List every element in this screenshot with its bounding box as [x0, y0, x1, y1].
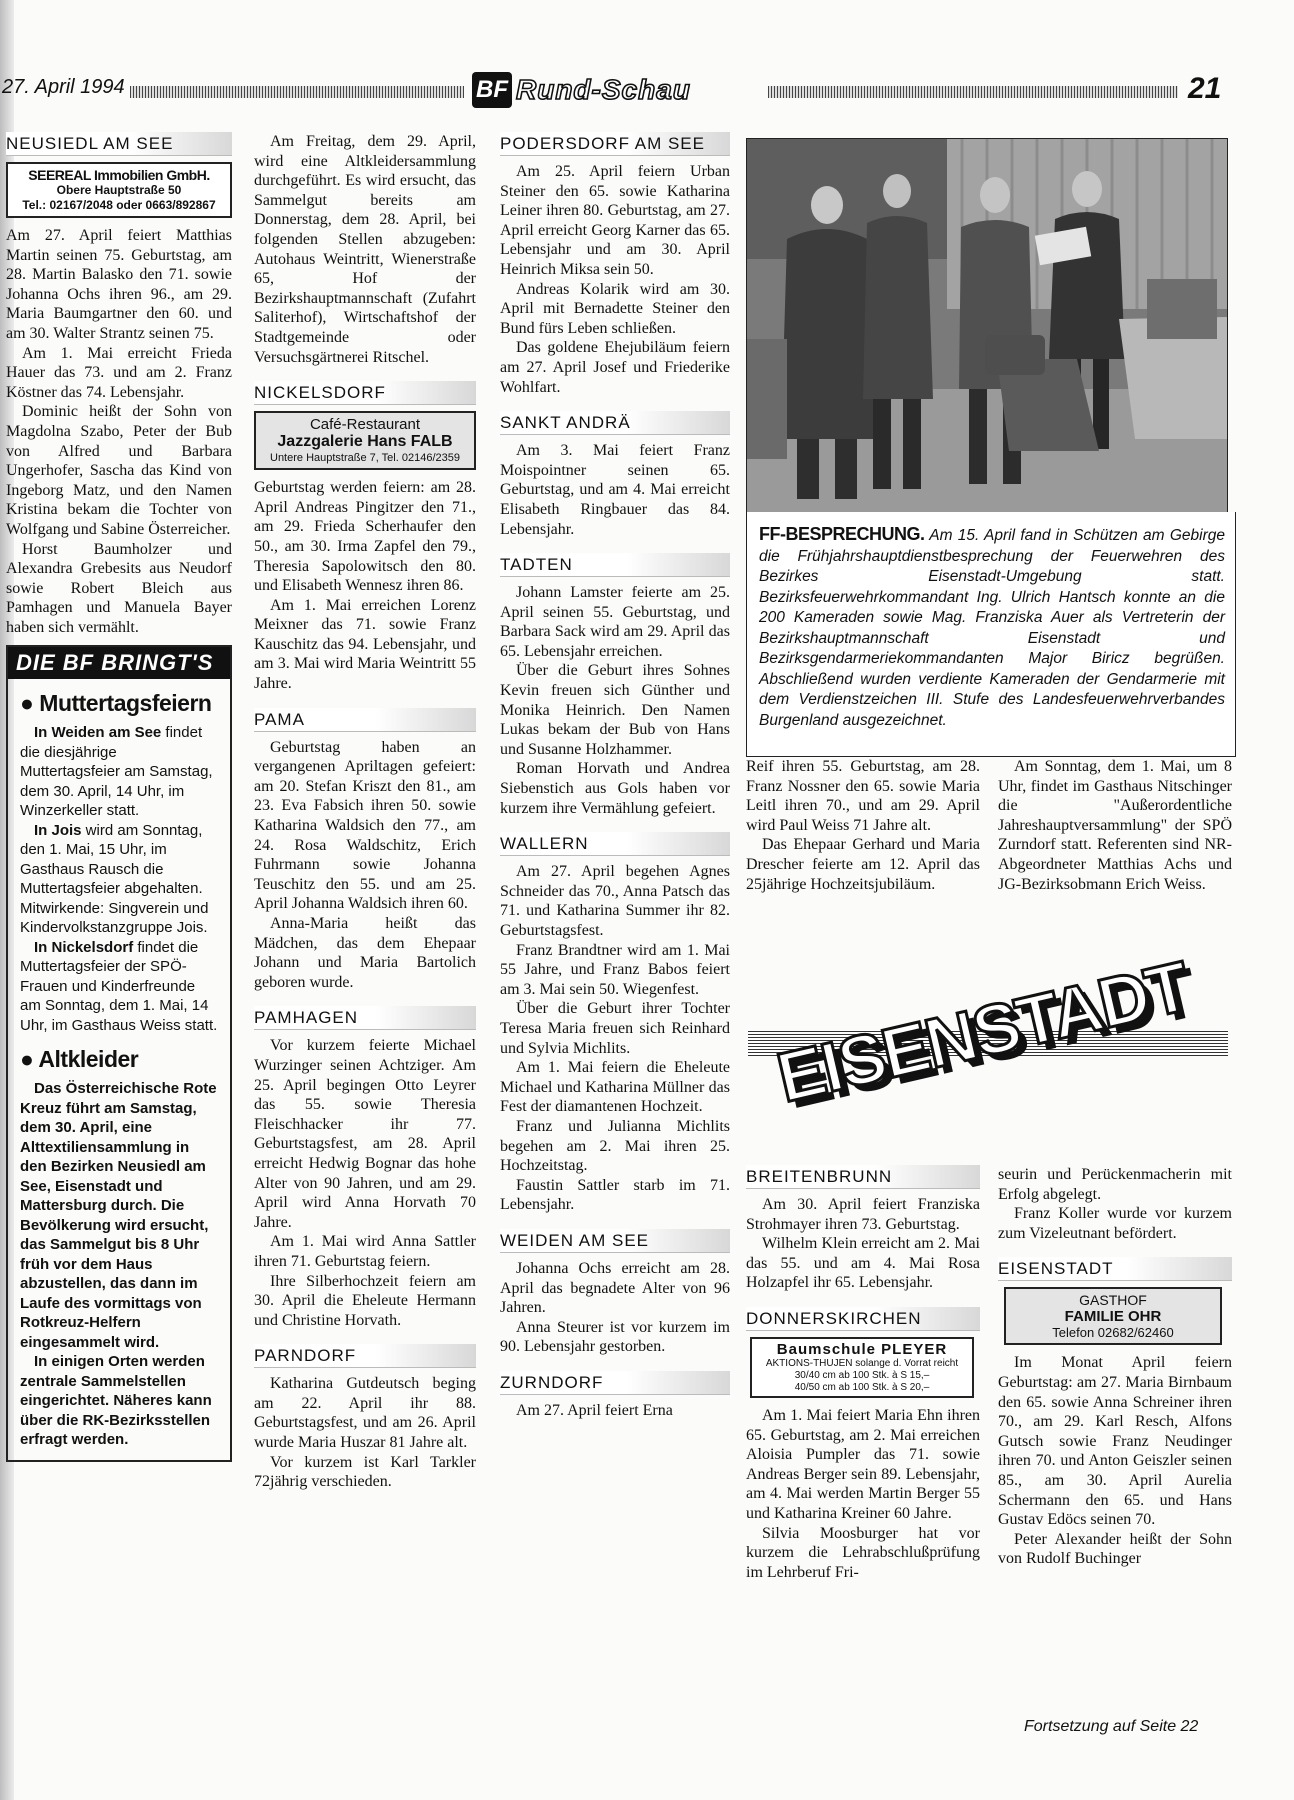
ad-line: Obere Hauptstraße 50 — [56, 183, 182, 197]
article-paragraph: Am Sonntag, dem 1. Mai, um 8 Uhr, findet im Gasthaus Nitschinger die "Außerordentliche Jahreshauptversammlung" der SPÖ Zurndorf statt. Referenten sind NR-Abgeordneter Matthias Achs und JG-Bezirksobmann Erich Weiss. — [998, 758, 1232, 893]
section-heading: WEIDEN AM SEE — [500, 1229, 730, 1253]
article-paragraph: Andreas Kolarik wird am 30. April mit Bernadette Steiner den Bund fürs Leben schließen. — [500, 280, 730, 337]
section-heading: EISENSTADT — [998, 1257, 1232, 1281]
article-paragraph: Im Monat April feiern Geburtstag: am 27. Maria Birnbaum den 65. sowie Anna Schreiner ihren 70., am 29. Karl Resch, Alfons Gutsch sowie Franz Neudinger ihren 70. und Anton Geiszler seinen 85., am 30. April Aurelia Schermann den 65. und Hans Gustav Edöcs seinen 70. — [998, 1354, 1232, 1529]
section-heading: PAMA — [254, 708, 476, 732]
article-paragraph: Das Ehepaar Gerhard und Maria Drescher feierte am 12. April das 25jährige Hochzeitsjubiläum. — [746, 836, 980, 893]
section-heading: PAMHAGEN — [254, 1006, 476, 1030]
article-paragraph: Ihre Silberhochzeit feiern am 30. April die Eheleute Hermann und Christine Horvath. — [254, 1272, 476, 1329]
eisenstadt-banner — [748, 946, 1228, 1178]
ad-line: Café-Restaurant — [309, 416, 421, 434]
article-paragraph: Katharina Gutdeutsch beging am 22. April ihr 88. Geburtstagsfest, und am 26. April wurde Maria Huszar 81 Jahre alt. — [254, 1375, 476, 1452]
article-paragraph: Am 1. Mai erreichen Lorenz Meixner das 71. sowie Franz Kauschitz das 94. Lebensjahr, und am 3. Mai wird Maria Weintritt 55 Jahre. — [254, 596, 476, 693]
page-header — [2, 72, 1228, 114]
ad-line: AKTIONS-THUJEN solange d. Vorrat reicht — [765, 1357, 959, 1369]
section-heading: TADTEN — [500, 553, 730, 577]
article-paragraph: Am 1. Mai feiern die Eheleute Michael und Katharina Müllner das Fest der diamantenen Hochzeit. — [500, 1059, 730, 1116]
bringts-item — [20, 723, 220, 821]
article-paragraph: Am 30. April feiert Franziska Strohmayer ihren 73. Geburtstag. — [746, 1196, 980, 1233]
ad-seereal — [6, 162, 232, 218]
ad-line: 30/40 cm ab 100 Stk. à S 15,– — [794, 1369, 930, 1381]
article-paragraph: Silvia Moosburger hat vor kurzem die Lehrabschlußprüfung im Lehrberuf Fri- — [746, 1524, 980, 1581]
article-paragraph: Am 3. Mai feiert Franz Moispointner seinen 65. Geburtstag, und am 4. Mai erreicht Elisabeth Ringbauer das 84. Lebensjahr. — [500, 442, 730, 538]
header-rule-left — [130, 86, 464, 98]
article-paragraph: Johanna Ochs erreicht am 28. April das begnadete Alter von 96 Jahren. — [500, 1259, 730, 1317]
article-paragraph: Geburtstag werden feiern: am 28. April Andreas Pingitzer den 71., am 29. Frieda Scherhaufer den 50., am 30. Irma Zapfel den 79., Theresia Sapolowitsch den 80. und Elisabeth Wennesz ihren 86. — [254, 479, 476, 595]
article-paragraph: Franz Brandtner wird am 1. Mai 55 Jahre, und Franz Babos feiert am 3. Mai sein 50. Wiegenfest. — [500, 941, 730, 998]
article-paragraph: Geburtstag haben an vergangenen Apriltagen gefeiert: am 20. Stefan Kriszt den 81., am 23. Eva Fabsich ihren 50. sowie Katharina Waldsich den 77., am 24. Rosa Waldschitz, Erich Fuhrmann sowie Johanna Teuschitz den 55. und am 25. April Johanna Waldsich ihren 60. — [254, 738, 476, 913]
ad-line: Untere Hauptstraße 7, Tel. 02146/2359 — [270, 452, 460, 465]
article-paragraph: Johann Lamster feierte am 25. April seinen 55. Geburtstag, und Barbara Sack wird am 29. April das 65. Lebensjahr erreichen. — [500, 584, 730, 660]
article-paragraph: Am 1. Mai wird Anna Sattler ihren 71. Geburtstag feiern. — [254, 1233, 476, 1270]
section-heading: PODERSDORF AM SEE — [500, 132, 730, 156]
article-paragraph: Anna-Maria heißt das Mädchen, das dem Ehepaar Johann und Maria Bartolich geboren wurde. — [254, 915, 476, 991]
ad-baumschule-pleyer — [750, 1337, 974, 1398]
bringts-heading: ● Altkleider — [20, 1046, 139, 1073]
column-1 — [6, 132, 232, 1462]
bringts-text: findet die diesjährige Muttertagsfeier am Samstag, dem 30. April, 14 Uhr, im Winzerkeller statt. — [20, 724, 213, 820]
article-paragraph: Am 25. April feiern Urban Steiner den 65. sowie Katharina Leiner ihren 80. Geburtstag, am 27. April erreicht Georg Karner das 65. Lebensjahr und am 30. April Heinrich Miksa sein 50. — [500, 163, 730, 278]
article-paragraph: Vor kurzem feierte Michael Wurzinger seinen Achtziger. Am 25. April begingen Otto Leyrer das 55. sowie Theresia Fleischhacker ihr 77. Geburtstagsfest, am 28. April erreicht Hedwig Bognar das hohe Alter von 90 Jahren, und am 29. April wird Anna Horvath 70 Jahre. — [254, 1037, 476, 1231]
ad-line: GASTHOF — [1079, 1292, 1147, 1309]
article-paragraph: Reif ihren 55. Geburtstag, am 28. Franz Nossner den 65. sowie Maria Leitl ihren 70., und am 29. April wird Paul Weiss 71 Jahre alt. — [746, 758, 980, 834]
ad-jazzgalerie — [254, 411, 476, 470]
bringts-lead: In Weiden am See — [34, 724, 162, 742]
article-paragraph: Am 27. April feiert Erna — [516, 1401, 673, 1419]
bringts-item: Das Österreichische Rote Kreuz führt am Samstag, dem 30. April, eine Alttextiliensammlung in den Bezirken Neusiedl am See, Eisenstadt und Mattersburg durch. Die Bevölkerung wird ersucht, das Sammelgut bis 8 Uhr früh vor dem Haus abzustellen, das dann im Laufe des vormittags von Rotkreuz-Helfern eingesammelt wird. — [20, 1080, 217, 1351]
column-4 — [746, 1165, 980, 1582]
ad-line: SEEREAL Immobilien GmbH. — [28, 167, 210, 183]
article-paragraph: Am 1. Mai feiert Maria Ehn ihren 65. Geburtstag, am 2. Mai erreichen Aloisia Pumpler das 71. sowie Andreas Berger sein 89. Lebensjahr, am 4. Mai werden Martin Berger 55 und Katharina Kreiner 60 Jahre. — [746, 1406, 980, 1522]
article-paragraph: Am 1. Mai erreicht Frieda Hauer das 73. und am 2. Franz Köstner das 74. Lebensjahr. — [6, 344, 232, 401]
article-paragraph: Peter Alexander heißt der Sohn von Rudolf Buchinger — [998, 1530, 1232, 1568]
article-paragraph: Über die Geburt ihres Sohnes Kevin freuen sich Günther und Monika Heinrich. Den Namen Lukas bekam der Bub von Hans und Susanne Holzhammer. — [500, 662, 730, 758]
ad-line: Telefon 02682/62460 — [1052, 1325, 1174, 1341]
ad-line: FAMILIE OHR — [1064, 1308, 1162, 1326]
ad-line: 40/50 cm ab 100 Stk. à S 20,– — [794, 1381, 930, 1393]
right-upper-left-column — [746, 757, 980, 894]
section-heading: WALLERN — [500, 832, 730, 856]
bringts-banner: DIE BF BRINGT'S — [8, 647, 230, 679]
ad-line: Tel.: 02167/2048 oder 0663/892867 — [22, 198, 216, 212]
article-paragraph: Franz Koller wurde vor kurzem zum Vizeleutnant befördert. — [998, 1205, 1232, 1242]
right-upper-right-column — [998, 757, 1232, 894]
article-paragraph: Vor kurzem ist Karl Tarkler 72jährig verschieden. — [254, 1453, 476, 1491]
article-paragraph: Horst Baumholzer und Alexandra Grebesits aus Neudorf sowie Robert Bleich aus Pamhagen und Manuela Bayer haben sich vermählt. — [6, 540, 232, 636]
header-rule-right — [768, 86, 1178, 98]
photo-caption — [746, 512, 1236, 757]
firefighter-ceremony-photo — [747, 139, 1227, 513]
news-photo — [746, 138, 1228, 514]
bringts-item: In einigen Orten werden zentrale Sammelstellen eingerichtet. Näheres kann über die RK-Bezirksstellen erfragt werden. — [20, 1353, 212, 1449]
column-3 — [500, 132, 730, 1420]
caption-headline: FF-BESPRECHUNG. — [759, 524, 925, 544]
article-paragraph: Dominic heißt der Sohn von Magdolna Szabo, Peter der Bub von Alfred und Barbara Ungerhofer, Sascha das Kind von Ingeborg Matz, und den Namen Kristina bekam die Tochter von Wolfgang und Sabine Österreicher. — [6, 403, 232, 538]
article-paragraph: Am 27. April feiert Matthias Martin seinen 75. Geburtstag, am 28. Martin Balasko den 71. sowie Johanna Ochs ihren 96., am 29. Maria Baumgartner den 60. und am 30. Walter Strantz seinen 75. — [6, 227, 232, 342]
section-heading: NICKELSDORF — [254, 381, 476, 405]
ad-line: Baumschule PLEYER — [776, 1340, 948, 1358]
column-2 — [254, 132, 476, 1492]
bringts-lead: In Jois — [34, 821, 82, 839]
section-heading: BREITENBRUNN — [746, 1165, 980, 1189]
bringts-item — [20, 821, 220, 938]
bf-logo: BF — [472, 72, 512, 108]
bringts-lead: In Nickelsdorf — [34, 938, 134, 956]
section-title: Rund-Schau — [516, 74, 691, 105]
article-paragraph: Faustin Sattler starb im 71. Lebensjahr. — [500, 1176, 730, 1214]
article-paragraph: Roman Horvath und Andrea Siebenstich aus Gols haben vor kurzem ihre Vermählung gefeiert. — [500, 760, 730, 817]
article-paragraph: Über die Geburt ihrer Tochter Teresa Maria freuen sich Reinhard und Sylvia Michlits. — [500, 1000, 730, 1057]
article-paragraph: Das goldene Ehejubiläum feiern am 27. April Josef und Friederike Wohlfart. — [500, 339, 730, 396]
article-paragraph: Franz und Julianna Michlits begehen am 2. Mai ihren 25. Hochzeitstag. — [500, 1117, 730, 1175]
section-heading: PARNDORF — [254, 1344, 476, 1368]
column-5 — [998, 1165, 1232, 1569]
article-paragraph: seurin und Perückenmacherin mit Erfolg abgelegt. — [998, 1166, 1232, 1203]
issue-date: 27. April 1994 — [2, 76, 125, 98]
caption-text: Am 15. April fand in Schützen am Gebirge die Frühjahrshauptdienstbesprechung der Feuerwehren des Bezirkes Eisenstadt-Umgebung statt. Bezirksfeuerwehrkommandant Ing. Ulrich Hantsch konnte an die 200 Kameraden sowie Mag. Franziska Auer als Vertreterin der Bezirkshauptmannschaft Eisenstadt und Bezirksgendarmeriekommandanten Major Biricz begrüßen. Abschließend wurden verdiente Kameraden der Gendarmerie mit dem Verdienstzeichen III. Stufe des Landesfeuerwehrverbandes Burgenland ausgezeichnet. — [759, 527, 1225, 729]
section-heading: DONNERSKIRCHEN — [746, 1307, 980, 1331]
bringts-text: wird am Sonntag, den 1. Mai, 15 Uhr, im Gasthaus Rausch die Muttertagsfeier abgehalten. Mitwirkende: Singverein und Kindervolkstanzgruppe Jois. — [20, 821, 209, 937]
page-number: 21 — [1188, 72, 1222, 105]
article-paragraph: Wilhelm Klein erreicht am 2. Mai das 55. und am 4. Mai Rosa Holzapfel ihr 65. Lebensjahr. — [746, 1235, 980, 1292]
section-heading: NEUSIEDL AM SEE — [6, 132, 232, 156]
article-paragraph: Am 27. April begehen Agnes Schneider das 70., Anna Patsch das 71. und Katharina Summer ihr 82. Geburtstagsfest. — [500, 863, 730, 939]
bf-bringts-box — [6, 645, 232, 1462]
ad-line: Jazzgalerie Hans FALB — [277, 433, 453, 451]
bringts-item — [20, 938, 220, 1036]
section-heading: ZURNDORF — [500, 1371, 730, 1395]
ad-gasthof-ohr — [1004, 1287, 1222, 1345]
article-paragraph: Am Freitag, dem 29. April, wird eine Altkleidersammlung durchgeführt. Es wird ersucht, das Sammelgut bereits am Donnerstag, dem 28. April, bei folgenden Stellen abzugeben: Autohaus Weintritt, Wienerstraße 65, Hof der Bezirkshauptmannschaft (Zufahrt Saliterhof), Wirtschaftshof der Stadtgemeinde oder Versuchsgärtnerei Ritschel. — [254, 133, 476, 366]
eisenstadt-title: EISENSTADT — [770, 946, 1196, 1118]
bringts-heading: ● Muttertagsfeiern — [20, 690, 212, 717]
section-heading: SANKT ANDRÄ — [500, 411, 730, 435]
article-paragraph: Anna Steurer ist vor kurzem im 90. Lebensjahr gestorben. — [500, 1318, 730, 1356]
bringts-text: findet die Muttertagsfeier der SPÖ-Frauen und Kinderfreunde am Sonntag, dem 1. Mai, 14 Uhr, im Gasthaus Weiss statt. — [20, 938, 218, 1034]
continued-note: Fortsetzung auf Seite 22 — [1024, 1718, 1199, 1735]
